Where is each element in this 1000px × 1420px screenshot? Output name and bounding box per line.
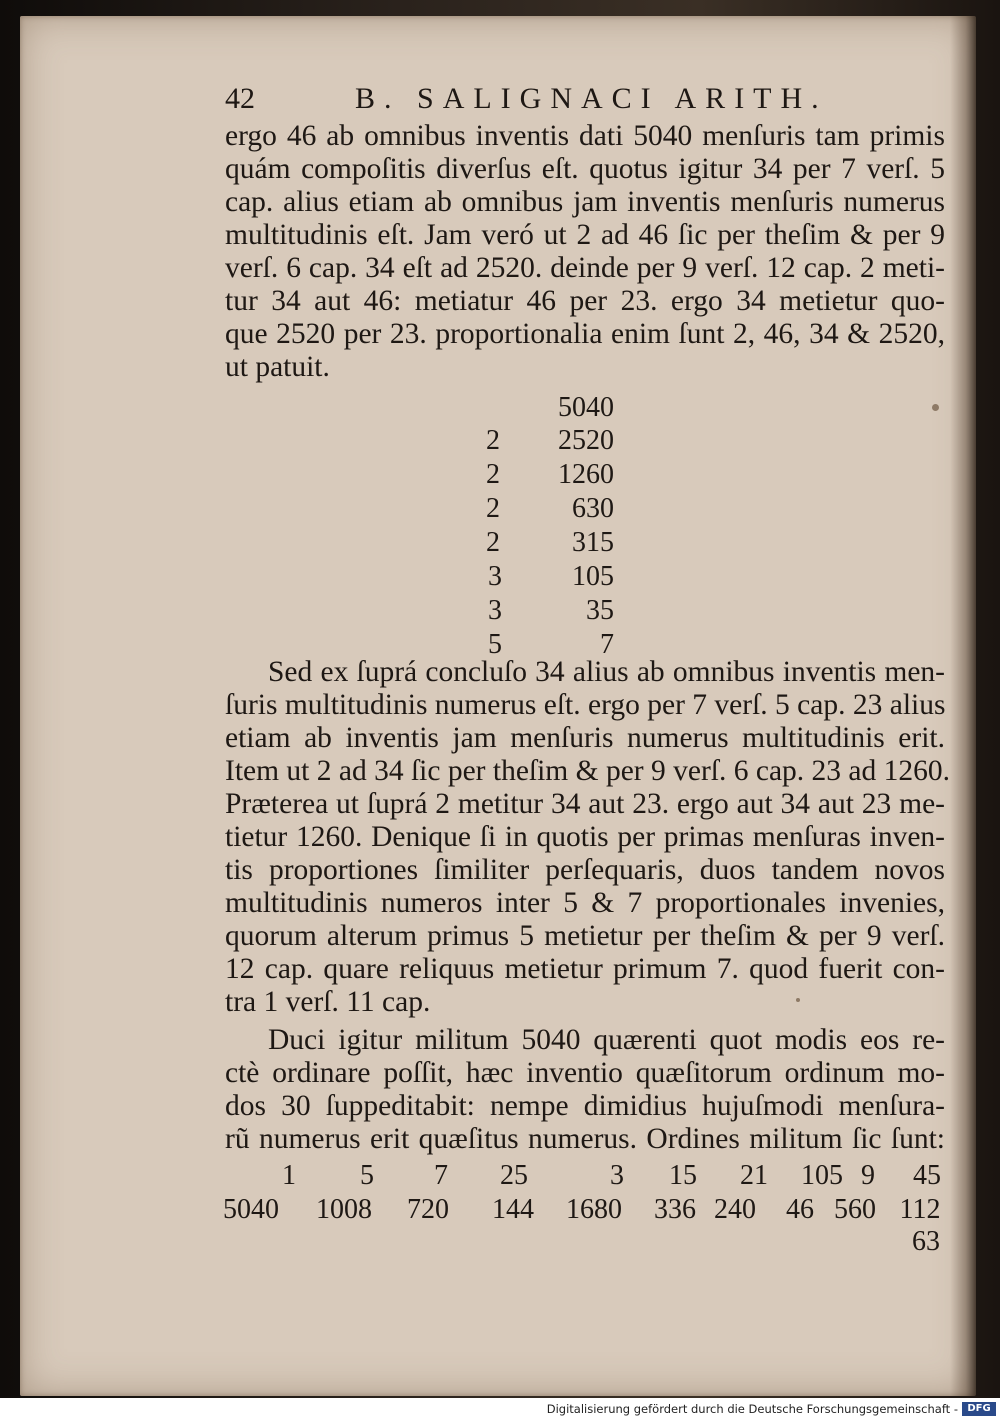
text-line: Duci igitur militum 5040 quærenti quot modis eos re- <box>268 1024 945 1056</box>
text-line: ctè ordinare poſſit, hæc inventio quæſitorum ordinum mo- <box>225 1057 945 1089</box>
factor-divisor: 2 <box>486 527 500 558</box>
order-quotient: 560 <box>834 1194 876 1225</box>
text-line: multitudinis numeros inter 5 & 7 proportionales invenies, <box>225 887 945 919</box>
text-line: Sed ex ſuprá concluſo 34 alius ab omnibus inventis men- <box>268 656 945 688</box>
factor-top-value: 5040 <box>558 392 614 423</box>
factor-row <box>480 595 620 627</box>
order-quotient: 5040 <box>223 1194 279 1225</box>
order-divisor: 15 <box>669 1160 697 1191</box>
dfg-logo: DFG <box>962 1402 996 1416</box>
text-line: verſ. 6 cap. 34 eſt ad 2520. deinde per 9 verſ. 12 cap. 2 meti- <box>225 252 945 284</box>
text-line: multitudinis eſt. Jam veró ut 2 ad 46 ſic per theſim & per 9 <box>225 219 945 251</box>
text-line: tur 34 aut 46: metiatur 46 per 23. ergo 34 metietur quo- <box>225 285 945 317</box>
text-line: rũ numerus erit quæſitus numerus. Ordines militum ſic ſunt: <box>225 1123 945 1155</box>
text-line: tis proportiones ſimiliter perſequaris, duos tandem novos <box>225 854 945 886</box>
footer-credit: Digitalisierung gefördert durch die Deutsche Forschungsgemeinschaft - <box>546 1402 958 1416</box>
order-quotient: 240 <box>714 1194 756 1225</box>
text-line: que 2520 per 23. proportionalia enim ſunt 2, 46, 34 & 2520, <box>225 318 945 350</box>
text-line: dos 30 ſuppeditabit: nempe dimidius hujuſmodi menſura- <box>225 1090 945 1122</box>
orders-row-bottom <box>225 1194 945 1230</box>
order-quotient: 46 <box>786 1194 814 1225</box>
text-line: cap. alius etiam ab omnibus jam inventis menſuris numerus <box>225 186 945 218</box>
order-quotient: 144 <box>492 1194 534 1225</box>
orders-row-top <box>225 1160 945 1196</box>
factor-divisor: 5 <box>488 629 502 660</box>
factor-quotient: 105 <box>572 561 614 592</box>
factor-quotient: 7 <box>600 629 614 660</box>
order-quotient: 112 <box>899 1194 941 1225</box>
text-line: tietur 1260. Denique ſi in quotis per primas menſuras inven- <box>225 821 945 853</box>
running-header <box>225 82 945 124</box>
paper-speck <box>932 404 939 411</box>
text-line: Præterea ut ſuprá 2 metitur 34 aut 23. ergo aut 34 aut 23 me- <box>225 788 945 820</box>
factor-quotient: 315 <box>572 527 614 558</box>
order-quotient: 336 <box>654 1194 696 1225</box>
factor-row <box>478 459 620 491</box>
factor-row <box>478 527 620 559</box>
factor-quotient: 1260 <box>558 459 614 490</box>
order-divisor: 105 <box>801 1160 843 1191</box>
catchword: 63 <box>912 1226 940 1257</box>
order-divisor: 45 <box>913 1160 941 1191</box>
factor-divisor: 2 <box>486 425 500 456</box>
text-line: etiam ab inventis jam menſuris numerus multitudinis erit. <box>225 722 945 754</box>
page-gutter-shadow <box>950 16 976 1396</box>
factor-divisor: 3 <box>488 595 502 626</box>
page-number: 42 <box>225 82 255 115</box>
factor-divisor: 3 <box>488 561 502 592</box>
text-line: quorum alterum primus 5 metietur per theſim & per 9 verſ. <box>225 920 945 952</box>
order-divisor: 21 <box>740 1160 768 1191</box>
order-divisor: 9 <box>861 1160 875 1191</box>
text-line: Item ut 2 ad 34 ſic per theſim & per 9 verſ. 6 cap. 23 ad 1260. <box>225 755 951 787</box>
order-divisor: 25 <box>500 1160 528 1191</box>
running-title: B. SALIGNACI ARITH. <box>355 82 828 115</box>
factor-quotient: 35 <box>586 595 614 626</box>
factor-quotient: 630 <box>572 493 614 524</box>
text-line: quám compoſitis diverſus eſt. quotus igitur 34 per 7 verſ. 5 <box>225 153 945 185</box>
factor-quotient: 2520 <box>558 425 614 456</box>
text-line: ſuris multitudinis numerus eſt. ergo per 7 verſ. 5 cap. 23 alius <box>225 689 946 721</box>
digitization-footer <box>0 1398 1000 1420</box>
order-divisor: 3 <box>610 1160 624 1191</box>
order-quotient: 720 <box>407 1194 449 1225</box>
order-quotient: 1680 <box>566 1194 622 1225</box>
text-line: 12 cap. quare reliquus metietur primum 7. quod fuerit con- <box>225 953 945 985</box>
factor-row <box>478 493 620 525</box>
order-divisor: 1 <box>282 1160 296 1191</box>
text-line: ergo 46 ab omnibus inventis dati 5040 menſuris tam primis <box>225 120 945 152</box>
order-quotient: 1008 <box>316 1194 372 1225</box>
factor-divisor: 2 <box>486 493 500 524</box>
factor-row-top <box>490 392 620 424</box>
text-line: ut patuit. <box>225 351 330 383</box>
order-divisor: 7 <box>434 1160 448 1191</box>
text-line: tra 1 verſ. 11 cap. <box>225 986 431 1018</box>
factor-row <box>478 425 620 457</box>
factor-divisor: 2 <box>486 459 500 490</box>
factor-row <box>480 561 620 593</box>
order-divisor: 5 <box>360 1160 374 1191</box>
